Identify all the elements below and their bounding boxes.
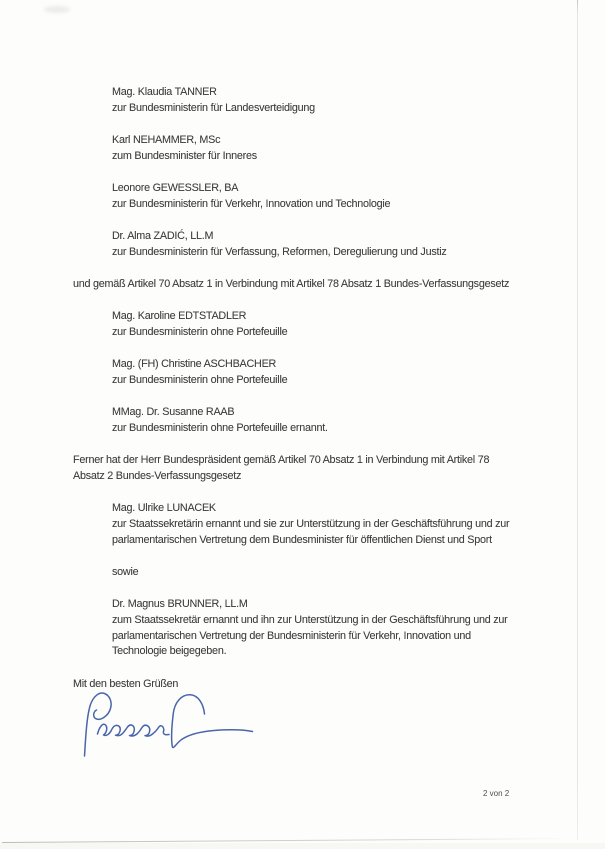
person-name: Mag. Ulrike LUNACEK (112, 502, 216, 515)
appointment-role: Technologie beigegeben. (112, 645, 227, 658)
appointment-entry (112, 357, 509, 389)
appointment-role: zur Bundesministerin für Verkehr, Innovation und Technologie (112, 197, 391, 210)
person-name: Mag. Klaudia TANNER (112, 86, 217, 98)
person-name: Leonore GEWESSLER, BA (112, 181, 239, 194)
scanner-background-strip (0, 843, 605, 849)
page-number: 2 von 2 (483, 789, 510, 798)
connector-word (112, 565, 509, 581)
appointment-role: parlamentarischen Vertretung der Bundesministerin für Verkehr, Innovation und (112, 629, 471, 642)
person-name: Dr. Alma ZADIĆ, LL.M (112, 229, 214, 242)
person-name: Mag. Karoline EDTSTADLER (112, 310, 247, 323)
paragraph-line: und gemäß Artikel 70 Absatz 1 in Verbindung mit Artikel 78 Absatz 1 Bundes-Verfassungsgesetz (73, 277, 510, 290)
paragraph-line: Absatz 2 Bundes-Verfassungsgesetz (73, 469, 242, 482)
appointment-role: parlamentarischen Vertretung dem Bundesminister für öffentlichen Dienst und Sport (112, 533, 492, 546)
paragraph-line: Mit den besten Grüßen (73, 677, 179, 690)
signature-ink-stroke-flourish (172, 695, 253, 748)
appointment-role: zur Staatssekretärin ernannt und sie zur Unterstützung in der Geschäftsführung und zur (112, 517, 510, 530)
appointment-role: zur Bundesministerin für Verfassung, Reformen, Deregulierung und Justiz (112, 245, 447, 258)
paragraph-line: sowie (112, 565, 139, 578)
legal-clause-paragraph (73, 453, 509, 485)
appointment-role: zur Bundesministerin ohne Portefeuille (112, 373, 288, 386)
appointment-entry (112, 309, 509, 341)
appointment-entry (112, 597, 509, 660)
appointment-role: zur Bundesministerin ohne Portefeuille ernannt. (112, 421, 328, 434)
handwritten-signature-icon (78, 686, 268, 764)
appointment-entry (112, 85, 509, 117)
signature-ink-stroke-first-name (85, 693, 170, 756)
appointment-entry (112, 181, 509, 213)
appointment-entry (112, 405, 509, 437)
paragraph-line: Ferner hat der Herr Bundespräsident gemäß Artikel 70 Absatz 1 in Verbindung mit Artikel 78 (73, 454, 490, 467)
page-edge-vertical (577, 0, 578, 840)
person-name: MMag. Dr. Susanne RAAB (112, 406, 235, 419)
appointment-role: zur Bundesministerin ohne Portefeuille (112, 325, 288, 338)
person-name: Mag. (FH) Christine ASCHBACHER (112, 358, 277, 371)
person-name: Dr. Magnus BRUNNER, LL.M (112, 598, 248, 611)
person-name: Karl NEHAMMER, MSc (112, 133, 221, 146)
appointment-role: zur Bundesministerin für Landesverteidigung (112, 101, 315, 114)
appointment-entry (112, 229, 509, 261)
appointment-entry (112, 133, 509, 165)
appointment-role: zum Staatssekretär ernannt und ihn zur Unterstützung in der Geschäftsführung und zur (112, 613, 508, 626)
appointment-role: zum Bundesminister für Inneres (112, 149, 257, 162)
appointment-entry (112, 501, 509, 548)
legal-clause-paragraph (73, 277, 509, 293)
